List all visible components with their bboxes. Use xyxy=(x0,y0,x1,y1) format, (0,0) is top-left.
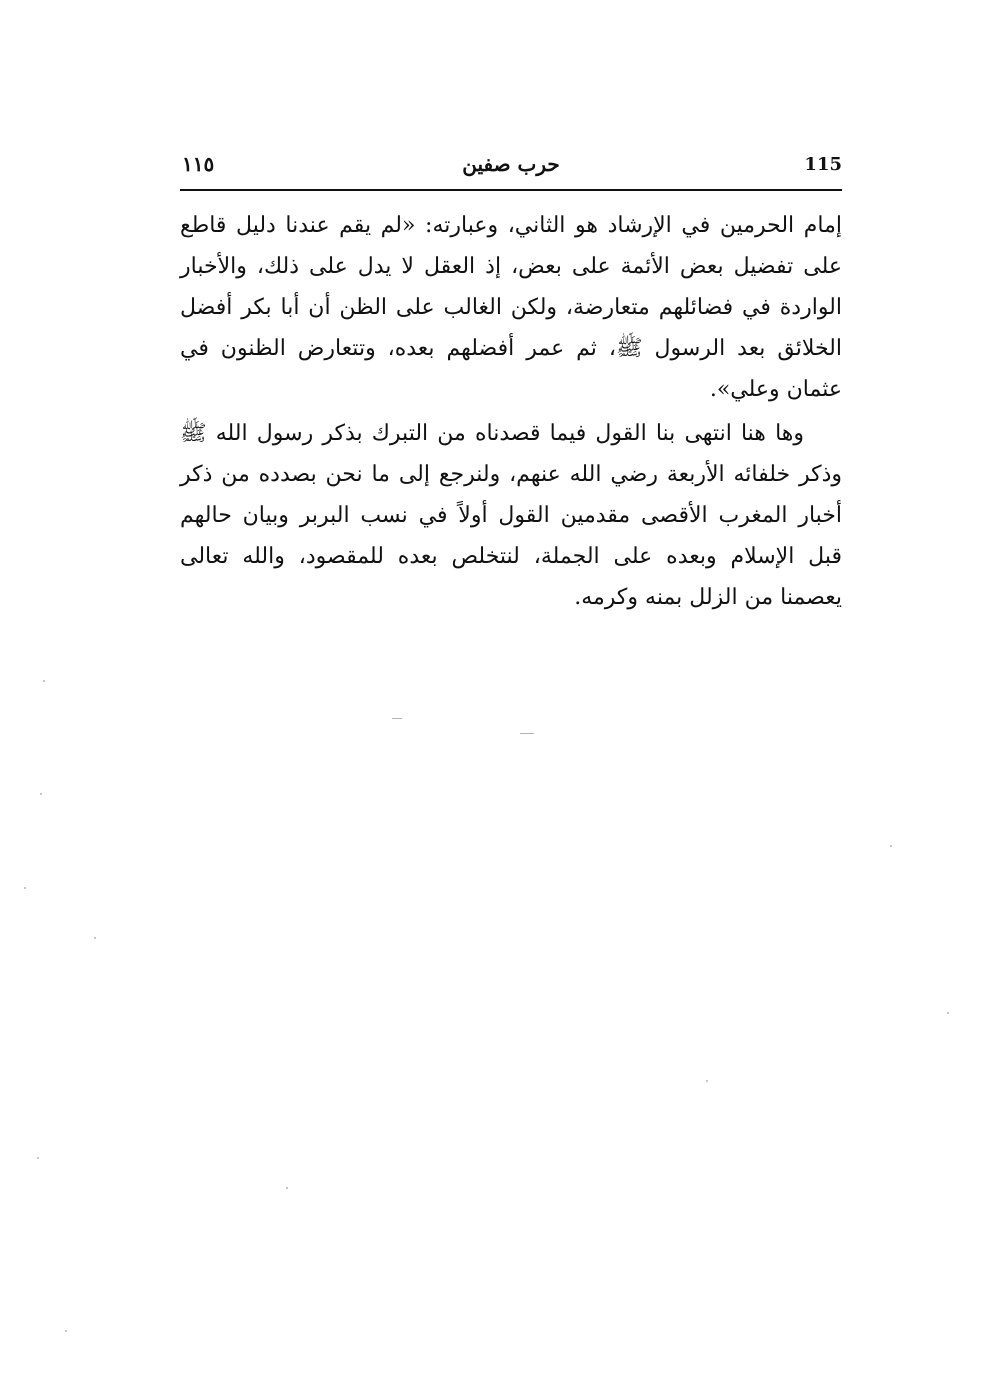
body-text xyxy=(180,205,842,618)
scan-speck xyxy=(890,845,892,847)
scan-speck xyxy=(40,793,42,795)
scan-speck xyxy=(286,1187,288,1189)
scan-speck xyxy=(24,887,26,889)
header-rule xyxy=(180,189,842,191)
paragraph-2: وها هنا انتهى بنا القول فيما قصدناه من التبرك بذكر رسول الله ﷺ وذكر خلفائه الأربعة رضي الله عنهم، ولنرجع إلى ما نحن بصدده من ذكر أخبار المغرب الأقصى مقدمين القول أولاً في نسب البربر وبيان حالهم قبل الإسلام وبعده على الجملة، لنتخلص بعده للمقصود، والله تعالى يعصمنا من الزلل بمنه وكرمه. xyxy=(180,421,842,610)
scan-speck xyxy=(520,733,534,734)
scan-speck xyxy=(37,1157,39,1159)
page-number-arabic: ١١٥ xyxy=(182,152,215,176)
scan-speck xyxy=(43,680,45,682)
scan-speck xyxy=(947,1012,949,1014)
running-title: حرب صفين xyxy=(462,152,560,176)
scan-speck xyxy=(65,1330,67,1332)
scan-speck xyxy=(392,718,402,719)
scan-speck xyxy=(706,1080,708,1082)
page-header xyxy=(180,152,842,186)
paragraph-1: إمام الحرمين في الإرشاد هو الثاني، وعبارته: «لم يقم عندنا دليل قاطع على تفضيل بعض الأئمة على بعض، إذ العقل لا يدل على ذلك، والأخبار الواردة في فضائلهم متعارضة، ولكن الغالب على الظن أن أبا بكر أفضل الخلائق بعد الرسول ﷺ، ثم عمر أفضلهم بعده، وتتعارض الظنون في عثمان وعلي». xyxy=(180,213,842,402)
page-number-latin: 115 xyxy=(804,154,842,175)
scan-speck xyxy=(94,937,96,939)
